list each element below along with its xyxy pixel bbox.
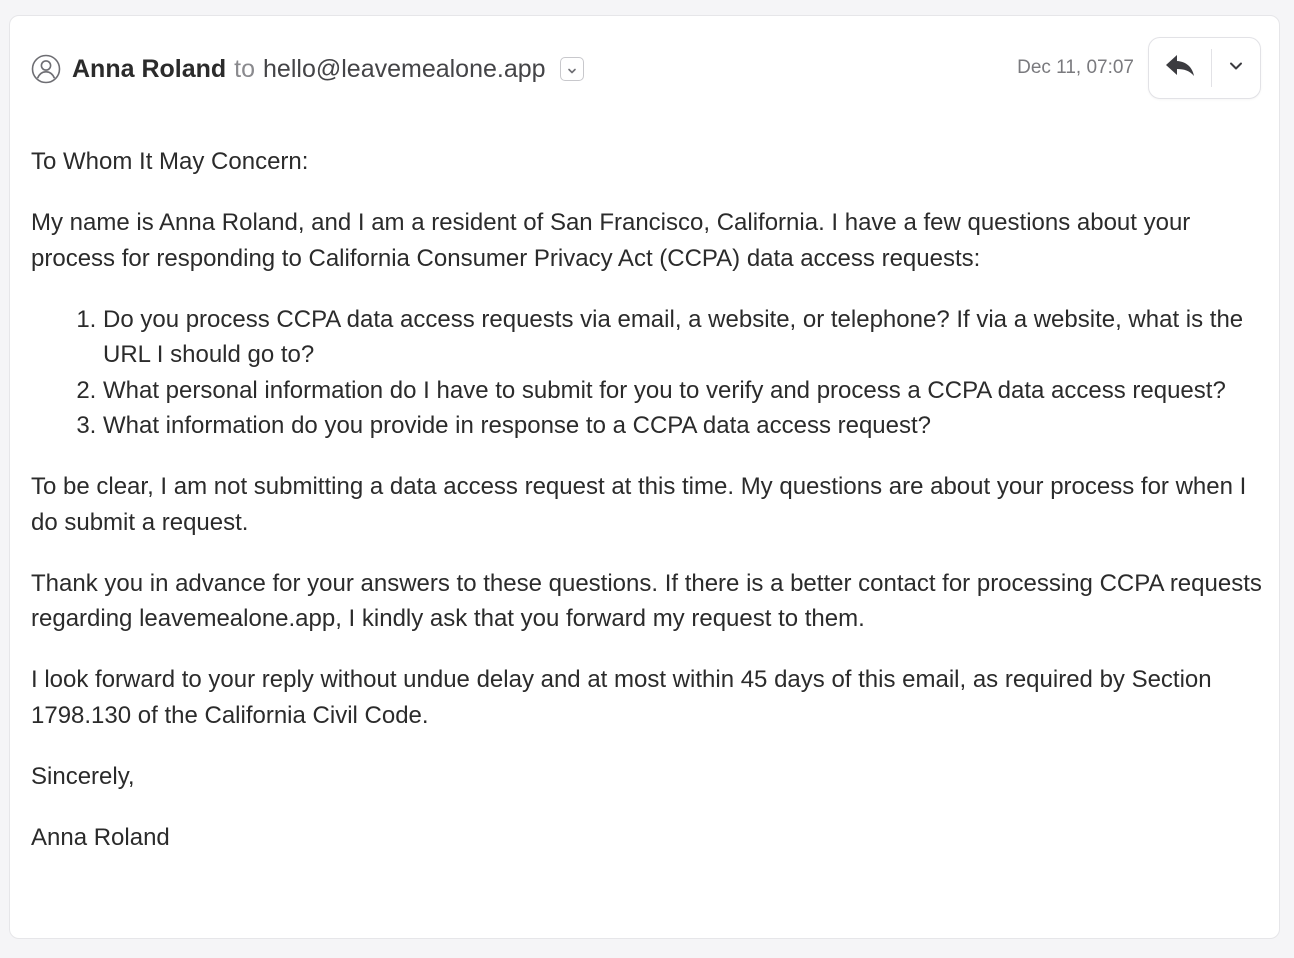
expand-recipients-button[interactable] — [560, 57, 584, 81]
email-header — [10, 16, 1279, 126]
questions-list — [31, 302, 1266, 444]
reply-arrow-icon — [1164, 53, 1196, 84]
clarification-paragraph: To be clear, I am not submitting a data access request at this time. My questions are about your process for when I do submit a request. — [31, 473, 1247, 536]
email-body — [31, 144, 1266, 855]
thanks-paragraph: Thank you in advance for your answers to these questions. If there is a better contact for processing CCPA requests regarding leavemealone.app, I kindly ask that you forward my request to them. — [31, 569, 1262, 632]
email-date: Dec 11, 07:07 — [1017, 57, 1134, 78]
recipient-address[interactable]: hello@leavemealone.app — [263, 54, 546, 83]
sender-name[interactable]: Anna Roland — [72, 54, 227, 83]
chevron-down-icon — [566, 55, 578, 84]
to-label: to — [234, 54, 256, 83]
list-item: 3. What information do you provide in response to a CCPA data access request? — [103, 408, 1266, 444]
list-item: 2. What personal information do I have to submit for you to verify and process a CCPA data access request? — [103, 373, 1266, 409]
list-item: 1. Do you process CCPA data access requests via email, a website, or telephone? If via a website, what is the URL I should go to? — [103, 302, 1266, 373]
email-card — [9, 15, 1280, 939]
closing: Sincerely, — [31, 762, 135, 790]
greeting: To Whom It May Concern: — [31, 148, 309, 175]
person-circle-icon — [31, 54, 61, 84]
signature: Anna Roland — [31, 823, 170, 851]
reply-button[interactable] — [1149, 38, 1211, 98]
sender-line — [72, 54, 584, 84]
chevron-down-icon — [1228, 59, 1244, 77]
intro-paragraph: My name is Anna Roland, and I am a resident of San Francisco, California. I have a few questions about your process for responding to California Consumer Privacy Act (CCPA) data access requests: — [31, 209, 1191, 272]
deadline-paragraph: I look forward to your reply without undue delay and at most within 45 days of this email, as required by Section 1798.130 of the California Civil Code. — [31, 666, 1212, 729]
email-actions — [1148, 37, 1261, 99]
more-actions-button[interactable] — [1212, 38, 1260, 98]
